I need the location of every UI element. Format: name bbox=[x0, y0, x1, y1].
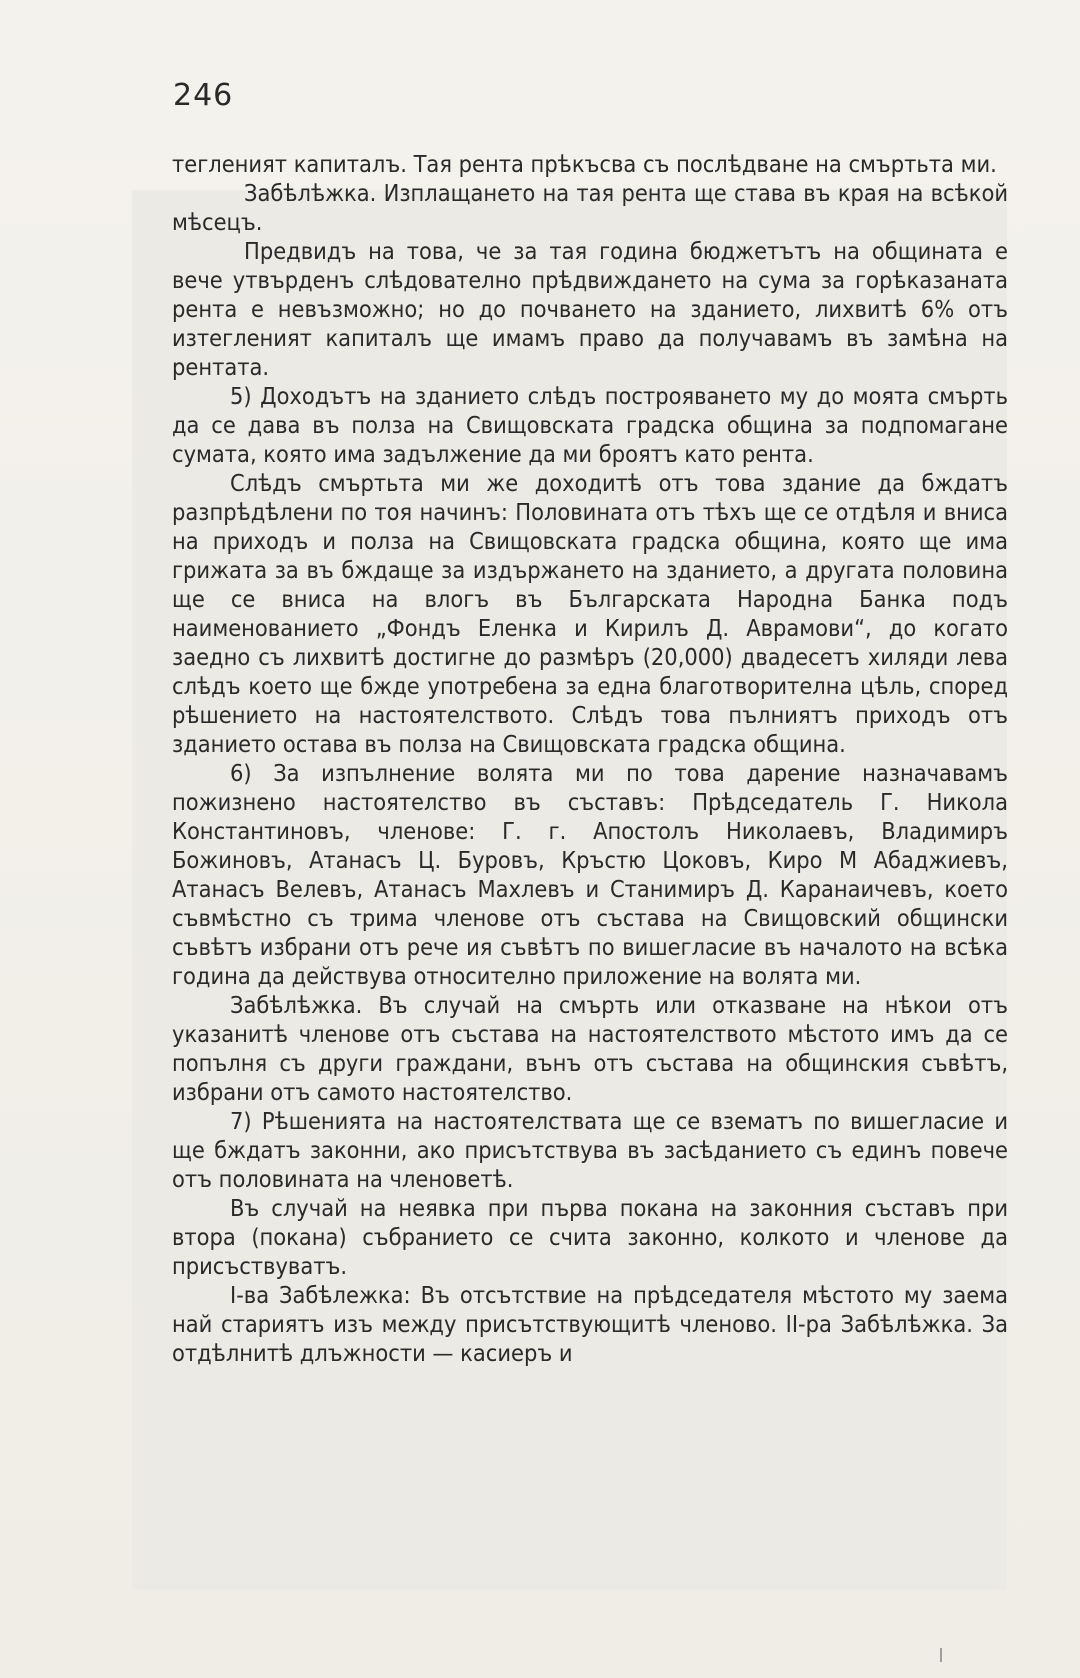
paragraph-continuation: тегленият капиталъ. Тая рента прѣкъсва съ послѣдване на смъртьта ми. bbox=[172, 150, 997, 178]
paragraph-item-5: 5) Доходътъ на зданието слѣдъ построяването му до моята смърть да се дава въ полза на Свищовската градска община за подпомагане сумата, която има задължение да ми броятъ като рента. bbox=[172, 382, 1008, 468]
paragraph-notes: I-ва Забѣлежка: Въ отсътствие на прѣдседателя мѣстото му заема най стариятъ изъ между присътствующитѣ членово. II-ра Забѣлѣжка. За отдѣлнитѣ длъжности — касиеръ и bbox=[172, 1281, 1008, 1367]
paragraph-after-death: Слѣдъ смъртьта ми же доходитѣ отъ това здание да бждатъ разпрѣдѣлени по тоя начинъ: Половината отъ тѣхъ ще се отдѣля и вниса на приходъ и полза на Свищовската градска община, която ще има грижата за въ бждаще за издържането на зданието, а другата половина ще се вниса на влогъ въ Българската Народна Банка подъ наименованието „Фондъ Еленка и Кирилъ Д. Аврамови“, до когато заедно съ лихвитѣ достигне до размѣръ (20,000) двадесетъ хиляди лева слѣдъ което ще бжде употребена за една благотворителна цѣль, според рѣшението на настоятелството. Слѣдъ това пълниятъ приходъ отъ зданието остава въ полза на Свищовската градска община. bbox=[172, 469, 1008, 758]
paragraph-item-6: 6) За изпълнение волята ми по това дарение назначавамъ пожизнено настоятелство въ съставъ: Прѣдседатель Г. Никола Константиновъ, членове: Г. г. Апостолъ Николаевъ, Владимиръ Божиновъ, Атанасъ Ц. Буровъ, Кръстю Цоковъ, Киро М Абаджиевъ, Атанасъ Велевъ, Атанасъ Махлевъ и Станимиръ Д. Каранаичевъ, което съвмѣстно съ трима членове отъ състава на Свищовский общински съвѣтъ избрани отъ рече ия съвѣтъ по вишегласие въ началото на всѣка година да действува относително приложение на волята ми. bbox=[172, 759, 1008, 990]
paragraph-note-replacement: Забѣлѣжка. Въ случай на смърть или отказване на нѣкои отъ указанитѣ членове отъ състава на настоятелството мѣстото имъ да се попълня съ други граждани, вънъ отъ състава на общинския съвѣтъ, избрани отъ самото настоятелство. bbox=[172, 991, 1008, 1106]
document-body bbox=[172, 150, 1008, 1368]
paragraph-note-rent: Забѣлѣжка. Изплащането на тая рента ще става въ края на всѣкой мѣсецъ. bbox=[172, 179, 1008, 236]
margin-tick bbox=[940, 1648, 942, 1662]
page-number: 246 bbox=[173, 78, 234, 113]
paragraph-quorum: Въ случай на неявка при първа покана на законния съставъ при втора (покана) събранието се счита законно, колкото и членове да присъствуватъ. bbox=[172, 1194, 1008, 1280]
paragraph-item-7: 7) Рѣшенията на настоятелствата ще се взематъ по вишегласие и ще бждатъ законни, ако присътствува въ засѣданието съ единъ повече отъ половината на членоветѣ. bbox=[172, 1107, 1008, 1193]
paragraph-budget: Предвидъ на това, че за тая година бюджетътъ на общината е вече утвърденъ слѣдователно прѣдвиждането на сума за горѣказаната рента е невъзможно; но до почването на зданието, лихвитѣ 6% отъ изтегленият капиталъ ще имамъ право да получавамъ въ замѣна на рентата. bbox=[172, 237, 1008, 381]
